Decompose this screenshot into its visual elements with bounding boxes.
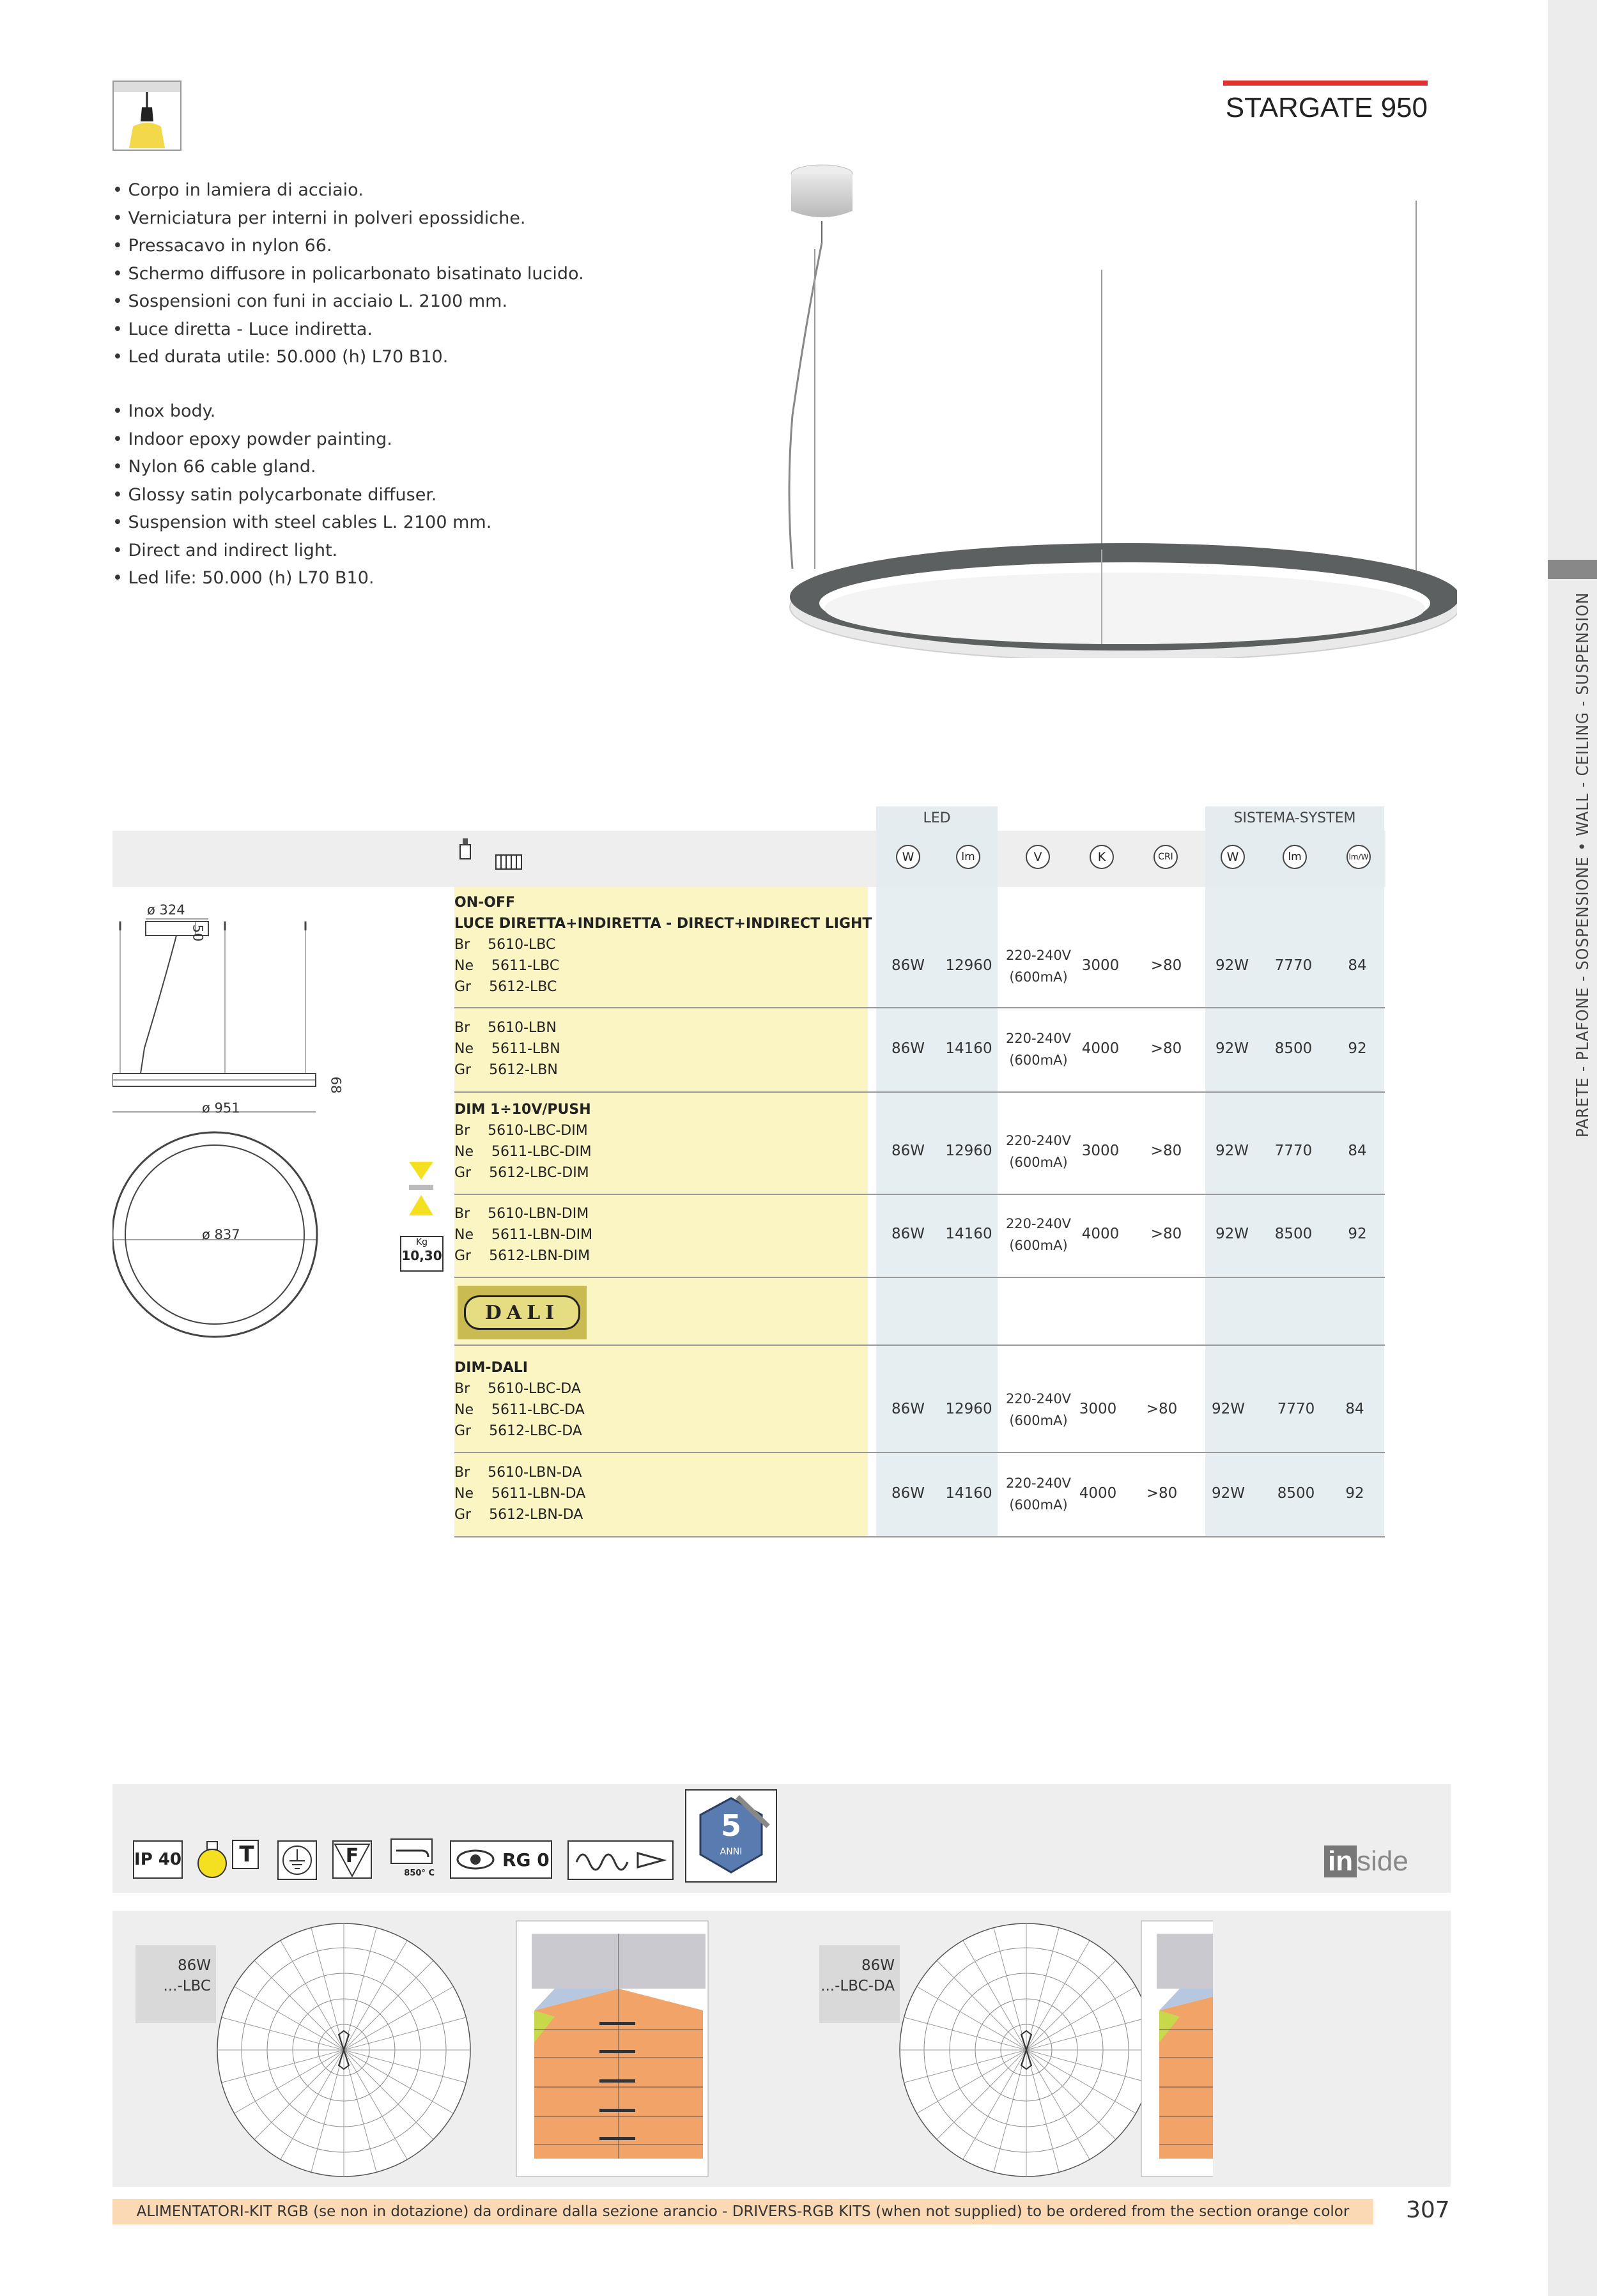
system-watt-icon: W [1221,845,1245,869]
feature-item: • Verniciatura per interni in polveri epossidiche. [112,208,526,228]
dali-logo: DALI [458,1286,587,1339]
system-label: SISTEMA-SYSTEM [1233,810,1356,826]
feature-item: • Led life: 50.000 (h) L70 B10. [112,568,374,588]
feature-item: • Schermo diffusore in policarbonato bisatinato lucido. [112,263,584,284]
led-column [876,887,998,1537]
led-label: LED [923,810,951,826]
feature-item: • Pressacavo in nylon 66. [112,236,332,256]
ip40-icon: IP 40 [133,1840,183,1879]
row-divider [454,1194,1385,1195]
feature-item: • Direct and indirect light. [112,540,338,560]
footer-note: ALIMENTATORI-KIT RGB (se non in dotazione) da ordinare dalla sezione arancio - DRIVERS-RGB KITS (when not supplied) to be ordered from the section orange color [112,2199,1373,2224]
technical-drawing [112,888,368,1348]
row-divider [454,1536,1385,1537]
watt-icon: W [896,845,920,869]
feature-item: • Indoor epoxy powder painting. [112,429,392,449]
section-title: DIM-DALI [454,1360,528,1376]
direct-indirect-light-icon [406,1162,436,1215]
row-divider [454,1277,1385,1278]
feature-item: • Corpo in lamiera di acciaio. [112,180,364,200]
row-divider [454,1344,1385,1346]
dimension-outer-diameter: ø 951 [202,1100,240,1116]
page-number: 307 [1406,2197,1450,2223]
side-strip [1548,0,1597,2296]
product-codes: Br 5610-LBC-DIM Ne 5611-LBC-DIM Gr 5612-LBC-DIM [454,1123,592,1181]
product-title: STARGATE 950 [1225,92,1428,123]
section-title: DIM 1÷10V/PUSH [454,1102,591,1118]
warranty-5-years-icon: 5 ANNI [685,1789,777,1883]
category-label: PARETE - PLAFONE - SOSPENSIONE • WALL - CEILING - SUSPENSION [1573,592,1593,1137]
earth-class1-icon [277,1840,317,1880]
row-divider [454,1007,1385,1008]
table-header-band [112,831,1385,887]
polar-label-2: 86W ...-LBC-DA [819,1945,900,2023]
dimension-top-height: 50 [190,924,206,942]
feature-item: • Suspension with steel cables L. 2100 mm. [112,512,492,532]
product-codes: Br 5610-LBN Ne 5611-LBN Gr 5612-LBN [454,1020,560,1078]
row-divider [454,1452,1385,1453]
product-codes: Br 5610-LBC-DA Ne 5611-LBC-DA Gr 5612-LBC-DA [454,1381,585,1439]
features-italian [112,176,584,371]
finish-colors-icon [459,836,529,874]
system-lumen-icon: lm [1283,845,1307,869]
suspension-type-icon [112,81,181,151]
voltage-icon: V [1026,845,1050,869]
feature-item: • Led durata utile: 50.000 (h) L70 B10. [112,347,449,367]
inside-logo: in side [1324,1845,1408,1877]
product-codes: Br 5610-LBN-DA Ne 5611-LBN-DA Gr 5612-LBN-DA [454,1465,586,1523]
lamp-t-icon: T [193,1831,261,1880]
product-image [767,160,1457,658]
dimension-inner-diameter: ø 837 [202,1227,240,1242]
lumen-icon: lm [956,845,980,869]
kelvin-icon: K [1090,845,1114,869]
product-codes: Br 5610-LBN-DIM Ne 5611-LBN-DIM Gr 5612-LBN-DIM [454,1206,593,1264]
risk-group-icon: RG 0 [450,1840,552,1879]
feature-item: • Luce diretta - Luce indiretta. [112,319,373,339]
side-tab-marker [1548,560,1597,579]
feature-item: • Glossy satin polycarbonate diffuser. [112,484,437,505]
weight-icon: Kg 10,30 [400,1236,444,1272]
f-mark-icon: F [332,1840,372,1879]
cri-icon: CRI [1153,845,1178,869]
title-accent-bar [1223,81,1428,86]
polar-label-1: 86W ...-LBC [135,1945,216,2023]
product-codes: Br 5610-LBC Ne 5611-LBC Gr 5612-LBC [454,937,560,995]
glow-wire-icon: 850° C [390,1838,435,1883]
flicker-free-icon [567,1840,674,1880]
feature-item: • Sospensioni con funi in acciaio L. 2100 mm. [112,291,508,311]
features-english [112,397,491,592]
photometric-diagrams [216,1920,1213,2180]
dimension-ring-height: 68 [328,1076,344,1094]
feature-item: • Nylon 66 cable gland. [112,457,316,477]
system-column [1205,887,1384,1537]
feature-item: • Inox body. [112,401,216,421]
efficacy-icon: lm/W [1346,845,1371,869]
table-row: ON-OFF LUCE DIRETTA+INDIRETTA - DIRECT+INDIRECT LIGHT [454,895,872,932]
row-divider [454,1091,1385,1093]
dimension-top-diameter: ø 324 [147,902,185,918]
